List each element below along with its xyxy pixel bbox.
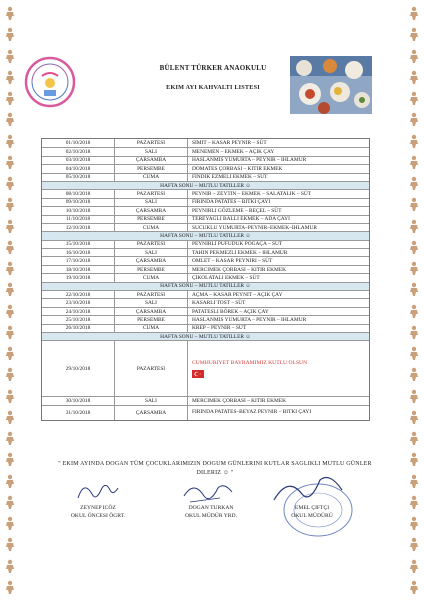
day-cell: SALI (115, 299, 188, 306)
table-row (42, 396, 369, 404)
menu-cell: PEYNIR – ZEYTIN – EKMEK – SALATALIK – SÜT (192, 191, 312, 198)
day-cell: ÇARSAMBA (115, 157, 188, 164)
turkish-flag-icon (192, 370, 204, 378)
day-cell: PAZARTESI (115, 190, 188, 197)
menu-cell: FIRINDA PATATES–BEYAZ PEYNIR – BITKI ÇAYI (192, 409, 312, 416)
date-cell: 19/10/2018 (42, 274, 115, 281)
child-figure-icon (5, 219, 15, 233)
child-figure-icon (409, 559, 419, 573)
signature-name: EMEL ÇIFTÇI (294, 505, 330, 511)
child-figure-icon (5, 495, 15, 509)
child-figure-icon (5, 474, 15, 488)
menu-cell: SUCUKLU YUMURTA–PEYNIR–EKMEK–IHLAMUR (192, 224, 317, 231)
table-row (42, 405, 369, 420)
child-figure-icon (409, 261, 419, 275)
child-figure-icon (409, 6, 419, 20)
child-figure-icon (5, 261, 15, 275)
child-figure-icon (5, 431, 15, 445)
date-cell: 23/10/2018 (42, 299, 115, 306)
date-cell: 26/10/2018 (42, 325, 115, 332)
left-decorative-border (2, 0, 18, 600)
day-cell: PAZARTESI (115, 139, 188, 147)
child-figure-icon (409, 537, 419, 551)
table-row (42, 164, 369, 172)
signature-block-teacher (58, 504, 138, 520)
date-cell: 18/10/2018 (42, 266, 115, 273)
child-figure-icon (5, 346, 15, 360)
signature-block-vice-principal (166, 504, 256, 520)
child-figure-icon (409, 155, 419, 169)
child-figure-icon (5, 367, 15, 381)
menu-cell: TEREYAGLI BALLI EKMEK – ADA ÇAYI (192, 216, 290, 223)
table-row (42, 139, 369, 147)
child-figure-icon (409, 346, 419, 360)
table-row (42, 156, 369, 164)
child-figure-icon (5, 325, 15, 339)
table-row (42, 315, 369, 323)
child-figure-icon (5, 112, 15, 126)
child-figure-icon (5, 176, 15, 190)
day-cell: CUMA (115, 174, 188, 181)
date-cell: 22/10/2018 (42, 291, 115, 298)
menu-cell: OMLET – KASAR PEYNIRI – SÜT (192, 258, 273, 265)
child-figure-icon (409, 49, 419, 63)
birthday-note: " EKIM AYINDA DOGAN TÜM ÇOCUKLARIMIZIN DOGUM GÜNLERINI KUTLAR SAGLIKLI MUTLU GÜNLER DILERIZ ☺ " (58, 461, 372, 476)
child-figure-icon (5, 282, 15, 296)
signature-name: DOGAN TURKAN (188, 505, 234, 511)
menu-cell: PEYNIRLI PUFUDUK POGAÇA – SÜT (192, 241, 283, 248)
table-row (42, 173, 369, 181)
date-cell: 17/10/2018 (42, 257, 115, 264)
menu-cell: FINDIK EZMELI EKMEK – SÜT (192, 174, 268, 181)
child-figure-icon (409, 112, 419, 126)
child-figure-icon (409, 580, 419, 594)
child-figure-icon (409, 134, 419, 148)
date-cell: 08/10/2018 (42, 190, 115, 197)
day-cell: ÇARSAMBA (115, 207, 188, 214)
day-cell: ÇARSAMBA (115, 257, 188, 264)
child-figure-icon (409, 219, 419, 233)
child-figure-icon (5, 155, 15, 169)
menu-cell: MERCIMEK ÇORBASI – KITIR EKMEK (192, 398, 287, 405)
menu-cell: SIMIT – KASAR PEYNIR – SÜT (192, 140, 267, 147)
menu-cell: KREP – PEYNIR – SÜT (192, 325, 247, 332)
child-figure-icon (409, 431, 419, 445)
date-cell: 12/10/2018 (42, 224, 115, 231)
menu-cell: DOMATES ÇORBASI – KITIR EKMEK (192, 165, 283, 172)
child-figure-icon (5, 91, 15, 105)
child-figure-icon (409, 282, 419, 296)
child-figure-icon (409, 495, 419, 509)
weekend-label: HAFTA SONU – MUTLU TATILLER ☺ (160, 232, 251, 239)
child-figure-icon (409, 389, 419, 403)
child-figure-icon (409, 452, 419, 466)
menu-cell: PEYNIRLI GÖZLEME – REÇEL – SÜT (192, 207, 282, 214)
breakfast-table (41, 138, 370, 421)
menu-cell: ÇIKOLATALI EKMEK – SÜT (192, 274, 260, 281)
day-cell: PAZARTESI (115, 291, 188, 298)
day-cell: SALI (115, 148, 188, 155)
child-figure-icon (409, 197, 419, 211)
breakfast-photo (290, 56, 372, 114)
weekend-row (42, 181, 369, 189)
child-figure-icon (409, 367, 419, 381)
day-cell: PAZARTESI (115, 341, 188, 396)
table-row (42, 240, 369, 248)
date-cell: 02/10/2018 (42, 148, 115, 155)
day-cell: PERSEMBE (115, 165, 188, 172)
table-row (42, 307, 369, 315)
child-figure-icon (5, 49, 15, 63)
menu-cell: TAHIN PEKMEZLI EKMEK – IHLAMUR (192, 249, 288, 256)
child-figure-icon (409, 240, 419, 254)
holiday-row (42, 340, 369, 396)
day-cell: CUMA (115, 224, 188, 231)
table-row (42, 223, 369, 231)
menu-cell: FIRINDA PATATES – BITKI ÇAYI (192, 199, 271, 206)
weekend-label: HAFTA SONU – MUTLU TATILLER ☺ (160, 182, 251, 189)
child-figure-icon (409, 27, 419, 41)
child-figure-icon (5, 559, 15, 573)
signature-name: ZEYNEP ICÖZ (80, 505, 116, 511)
child-figure-icon (5, 134, 15, 148)
child-figure-icon (409, 91, 419, 105)
weekend-row (42, 231, 369, 239)
school-logo (24, 56, 76, 108)
child-figure-icon (409, 70, 419, 84)
table-row (42, 147, 369, 155)
table-row (42, 298, 369, 306)
date-cell: 25/10/2018 (42, 316, 115, 323)
table-row (42, 189, 369, 197)
signature-block-principal (272, 504, 352, 520)
weekend-label: HAFTA SONU – MUTLU TATILLER ☺ (160, 283, 251, 290)
menu-cell: KASARLI TOST – SÜT (192, 300, 246, 307)
menu-cell: HASLANMIS YUMURTA – PEYNIR – IHLAMUR (192, 157, 307, 164)
child-figure-icon (409, 474, 419, 488)
table-row (42, 273, 369, 281)
child-figure-icon (5, 240, 15, 254)
day-cell: PAZARTESI (115, 241, 188, 248)
day-cell: PERSEMBE (115, 266, 188, 273)
table-row (42, 248, 369, 256)
table-row (42, 215, 369, 223)
school-title: BÜLENT TÜRKER ANAOKULU (159, 64, 267, 72)
holiday-text: CUMHURIYET BAYRAMIMIZ KUTLU OLSUN (192, 359, 308, 366)
child-figure-icon (409, 516, 419, 530)
menu-cell: PATATESLI BÖREK – AÇIK ÇAY (192, 308, 269, 315)
menu-cell: MENEMEN – EKMEK – AÇIK ÇAY (192, 149, 275, 156)
signature-title: OKUL MÜDÜR YRD. (185, 513, 237, 519)
date-cell: 29/10/2018 (42, 341, 115, 396)
date-cell: 09/10/2018 (42, 199, 115, 206)
table-row (42, 198, 369, 206)
child-figure-icon (5, 27, 15, 41)
day-cell: SALI (115, 249, 188, 256)
child-figure-icon (5, 70, 15, 84)
table-row (42, 256, 369, 264)
child-figure-icon (5, 580, 15, 594)
signature-title: OKUL ÖNCESI ÖGRT. (70, 513, 126, 519)
table-row (42, 206, 369, 214)
day-cell: CUMA (115, 325, 188, 332)
child-figure-icon (5, 197, 15, 211)
day-cell: SALI (115, 199, 188, 206)
child-figure-icon (5, 516, 15, 530)
date-cell: 04/10/2018 (42, 165, 115, 172)
weekend-row (42, 282, 369, 290)
child-figure-icon (409, 410, 419, 424)
date-cell: 15/10/2018 (42, 241, 115, 248)
date-cell: 30/10/2018 (42, 397, 115, 404)
day-cell: ÇARSAMBA (115, 406, 188, 420)
date-cell: 05/10/2018 (42, 174, 115, 181)
menu-cell: AÇMA – KASAR PEYNIT – AÇIK ÇAY (192, 291, 283, 298)
day-cell: PERSEMBE (115, 316, 188, 323)
table-row (42, 290, 369, 298)
date-cell: 16/10/2018 (42, 249, 115, 256)
menu-cell: HASLANMIS YUMURTA – PEYNIR – IHLAMUR (192, 316, 307, 323)
day-cell: SALI (115, 397, 188, 404)
date-cell: 11/10/2018 (42, 216, 115, 223)
weekend-label: HAFTA SONU – MUTLU TATILLER ☺ (160, 333, 251, 340)
child-figure-icon (5, 452, 15, 466)
day-cell: ÇARSAMBA (115, 308, 188, 315)
child-figure-icon (409, 304, 419, 318)
menu-cell: MERCIMEK ÇORBASI – KITIR EKMEK (192, 266, 287, 273)
date-cell: 24/10/2018 (42, 308, 115, 315)
child-figure-icon (409, 325, 419, 339)
child-figure-icon (409, 176, 419, 190)
day-cell: PERSEMBE (115, 216, 188, 223)
date-cell: 31/10/2018 (42, 406, 115, 420)
table-row (42, 324, 369, 332)
child-figure-icon (5, 537, 15, 551)
table-row (42, 265, 369, 273)
right-decorative-border (406, 0, 422, 600)
date-cell: 03/10/2018 (42, 157, 115, 164)
date-cell: 01/10/2018 (42, 139, 115, 147)
day-cell: CUMA (115, 274, 188, 281)
child-figure-icon (5, 6, 15, 20)
date-cell: 10/10/2018 (42, 207, 115, 214)
child-figure-icon (5, 410, 15, 424)
list-title: EKIM AYI KAHVALTI LISTESI (166, 84, 260, 91)
child-figure-icon (5, 389, 15, 403)
signature-title: OKUL MÜDÜRÜ (291, 513, 333, 519)
menu-cell (188, 341, 369, 396)
child-figure-icon (5, 304, 15, 318)
weekend-row (42, 332, 369, 340)
